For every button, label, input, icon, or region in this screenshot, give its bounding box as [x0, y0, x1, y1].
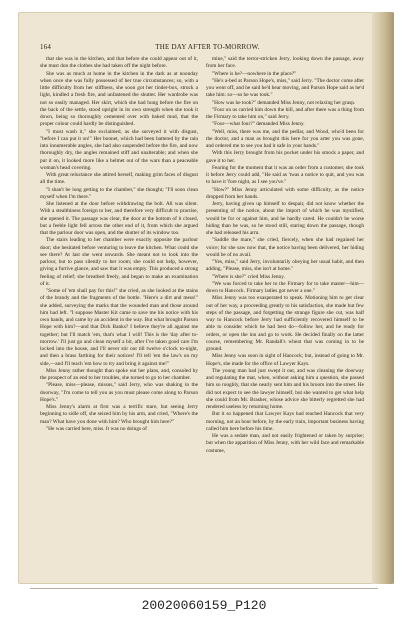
- text-columns: [40, 56, 364, 566]
- paragraph: He was a sedate man, and not easily frightened or taken by surprise; but when the apparition of Miss Jenny, with her wild face and remarkable costume,: [206, 433, 364, 454]
- paragraph: Jerry, having given up himself to despair, did not know whether the presenting of the notice, about the import of which he was mystified, would be for or against him, and he hardly cared. He couldn't be worse hiding than he was, so he stood still, staring down the passage, though she had released his arm.: [206, 201, 364, 236]
- paragraph: mine," said the terror-stricken Jerry, looking down the passage, away from her face.: [206, 56, 364, 70]
- paragraph: "I shan't be long getting to the chamber," she thought; "I'll soon clean myself when I'm there.": [40, 186, 198, 200]
- paragraph: "How was he took?" demanded Miss Jenny, not relaxing her grasp.: [212, 99, 356, 106]
- paragraph: "Saddle the mare," she cried, fiercely, when she had regained her voice; for she saw now that, the notice having been delivered, her hiding would be of no avail.: [206, 237, 364, 258]
- paragraph: "We was forced to take her to the Firmary for to take master—him—down to Hancock. Firmary ladies got never a one.": [206, 280, 364, 294]
- paragraph: Fearing for the moment that it was an order from a customer, she took it before Jerry could add, "He said as 'twas a notice to quit, and you was to have it 'fore night, as I see you've.": [206, 164, 364, 186]
- paragraph: But it so happened that Lawyer Kays had reached Hancock that very morning, not an hour before, by the early train, important business having called him here before his time.: [206, 411, 364, 432]
- paragraph: "How?" Miss Jenny articulated with some difficulty, as the notice dropped from her hands.: [206, 186, 364, 200]
- paragraph: "Four on us carried him down the hill, and after there was a thing from the Firmary to take him on," said Jerry.: [206, 106, 364, 120]
- paragraph: The stairs leading to her chamber were exactly opposite the parlour door; she hesitated before venturing to leave the kitchen. What could she see there? At last she went onwards. She meant not to look into the parlour, but to pass silently to her room; she could not help, however, giving a furtive glance, and saw that it was empty. This produced a strong feeling of relief; she breathed freely, and began to make an examination of it.: [40, 237, 198, 287]
- paragraph: "I must wash it," she exclaimed, as she surveyed it with disgust, "before I can put it on!" Her bonnet, which had been battered by the rain into innumerable angles, she had also suspended before the fire, and now thoroughly dry, the angles remained stiff and unalterable; and when she put it on, it looked more like a helmet out of the wars than a peaceable woman's head covering.: [40, 128, 198, 171]
- running-header: [40, 42, 364, 52]
- paragraph: "He was carried here, miss. It was no doings of: [46, 425, 147, 432]
- paragraph: "Where is he?—nowhere in the place?": [212, 70, 297, 77]
- paragraph: She listened at the door before withdrawing the bolt. All was silent. With a stealthiness foreign to her, and therefore very difficult to practise, she opened it. The passage was clear, the door at the bottom of it closed, but a feeble light fell across the other end of it, from which she argued that the parlour door was open, and the shutter of its window too.: [40, 201, 198, 236]
- right-column: [206, 56, 364, 566]
- paragraph: "Where is she?" cried Miss Jenny.: [212, 273, 285, 280]
- paragraph: With this Jerry brought from his pocket under his smock a paper, and gave it to her.: [206, 150, 364, 164]
- page-number: 164: [40, 43, 52, 51]
- paragraph: The young man had just swept it out, and was cleaning the doorway and regulating the mat, when, without asking him a question, she passed him so roughly, that she nearly sent him and his broom into the street. He did not expect to see the lawyer himself, but she wanted to get what help she could from Mr. Brasher, whose advice she bitterly regretted she had rendered useless by returning home.: [206, 367, 364, 410]
- paragraph: Miss Jenny's alarm at first was a terrific stare, but seeing Jerry beginning to sidle off, she seized him by his arm, and cried, "Where's the man? What have you done with him? Who brought him here?": [40, 404, 198, 425]
- paragraph: She was as much at home in the kitchen in the dark as at noonday when once she was fully possessed of her true circumstances; so, with a little difficulty from her stiffness, she soon got her tinder-box, struck a light, kindled a fresh fire, and unfastened the shutter. Her wardrobe was not so easily managed. Her skirt, which she had hung before the fire on the back of the settle, stood upright in its own strength when she took it down, being so thoroughly cemented over with baked mud, that the proper colour could hardly be distinguished.: [40, 70, 198, 128]
- paragraph: Miss Jenny was soon in sight of Hancock; but, instead of going to Mr. Hope's, she made for the office of Lawyer Kays.: [206, 353, 364, 367]
- paragraph: "Four—what four?" demanded Miss Jenny.: [212, 121, 305, 128]
- paragraph: "Yes, miss," said Jerry, involuntarily obeying her usual habit, and then adding, "Please, miss, she isn't at home.": [206, 259, 364, 273]
- paragraph: that she was in the kitchen, and that before she could appear out of it, she must don the clothes she had taken off the night before.: [40, 56, 198, 70]
- left-column: [40, 56, 198, 566]
- scan-ruler: [30, 588, 378, 593]
- book-spine: [372, 12, 394, 584]
- paragraph: With great reluctance she attired herself, making grim faces of disgust all the time.: [40, 172, 198, 186]
- paragraph: "Please, miss—please, missus," said Jerry, who was shaking in the doorway, "I'm come to tell you as you must please come along to Parson Hope's.": [40, 382, 198, 403]
- paragraph: Miss Jenny rather thought than spoke out her plans, and, consoled by the prospect of an end to her troubles, she turned to go to her chamber.: [40, 367, 198, 381]
- running-title: THE DAY AFTER TO-MORROW.: [155, 43, 260, 51]
- paragraph: Miss Jenny was too exasperated to speak. Motioning him to get clear out of her way, a proceeding greatly to his satisfaction, she made but few steps of the passage, and forgetting the strange figure she cut, was half way to Hancock before Jerry had sufficiently recovered himself to be able to consider which he had best do—follow her, and be ready for orders, or open the inn and go to work. He decided finally on the latter course, remembering Mr. Randall's wheat that was coming in to be ground.: [206, 295, 364, 352]
- paragraph: "Some of 'em shall pay for this!" she cried, as she looked at the stains of the brandy and the fragments of the bottle. "Here's a dirt and mess!" she added, surveying the marks that the wounded man and those around him had left. "I suppose Master Kit came to save me his notice with his own hands, and came by an accident in the way. But what brought Parson Hope with him?—and that Dick Banks? I believe they're all against me together; but I'll match 'em, that's what I will! This is the 'day after to-morrow.' I'll just go and clean myself a bit, after I've taken good care I'm locked into the house, and I'll never stir out till twelve o'clock to-night, and then a brass farthing for their notices! I'll tell 'em the law's on my side,—and I'll teach 'em how to try and bring it against me!": [40, 288, 198, 367]
- book-page: [18, 12, 394, 584]
- paragraph: "He's a-bed at Parson Hope's, miss," said Jerry. "The doctor come after you went off, and he said he'd hear moving, and Parson Hope said as he'd take him: so—so he was took.": [206, 77, 364, 99]
- image-caption: 20020060159_P120: [141, 598, 267, 613]
- paragraph: "Well, miss, there was me, and the pedlar, and Wood, who'd been for the doctor, and a man as brought this here for you arter you was gone, and ordered me to see you had it safe in your hands.": [206, 128, 364, 149]
